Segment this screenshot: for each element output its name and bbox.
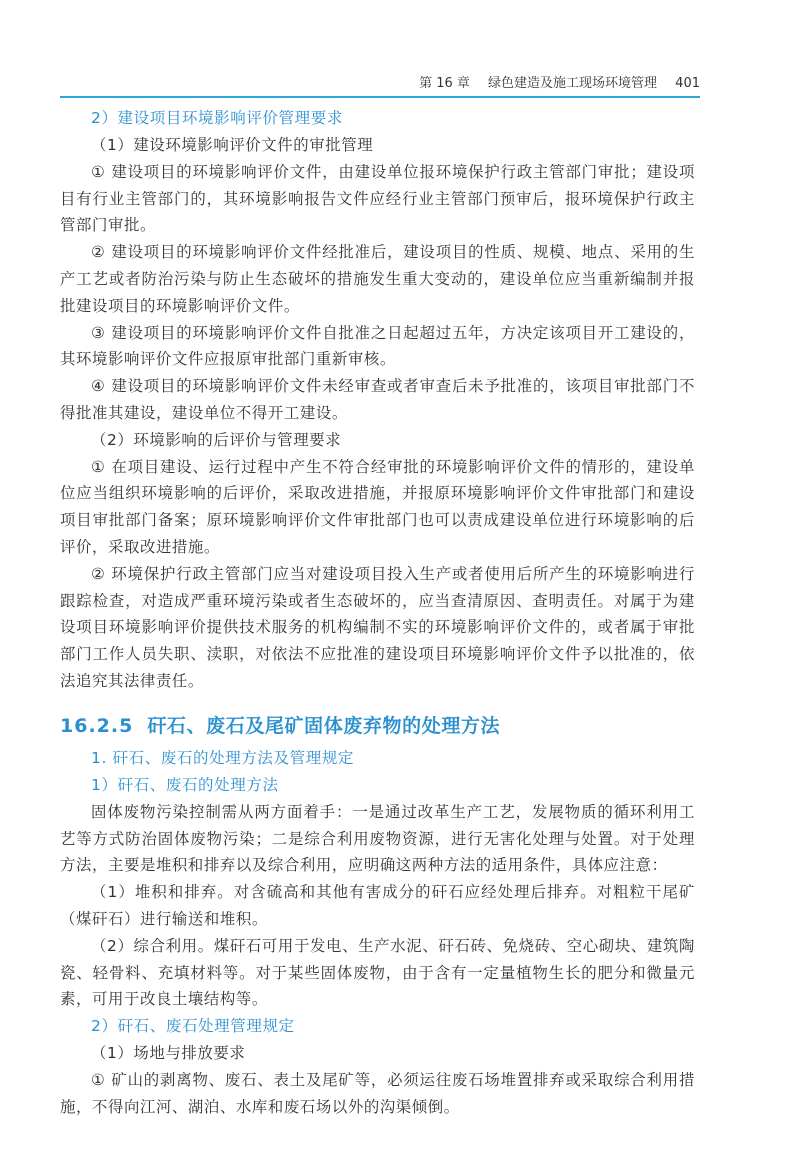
header-text [405, 72, 700, 91]
subheading-post-eval: （2）环境影响的后评价与管理要求 [91, 430, 342, 449]
section-heading [60, 711, 695, 741]
paragraph: ① 矿山的剥离物、废石、表土及尾矿等，必须运往废石场堆置排弃或采取综合利用措施，不得向江河、湖泊、水库和废石场以外的沟渠倾倒。 [60, 1070, 695, 1116]
paragraph: 固体废物污染控制需从两方面着手：一是通过改革生产工艺，发展物质的循环利用工艺等方式防治固体废物污染；二是综合利用废物资源，进行无害化处理与处置。对于处理方法，主要是堆积和排弃以及综合利用，应明确这两种方法的适用条件，具体应注意： [60, 802, 695, 875]
heading-1: 1. 矸石、废石的处理方法及管理规定 [91, 748, 355, 767]
section-title: 矸石、废石及尾矿固体废弃物的处理方法 [147, 714, 501, 737]
page-body [60, 105, 695, 1121]
running-header [60, 70, 700, 98]
paragraph: ③ 建设项目的环境影响评价文件自批准之日起超过五年，方决定该项目开工建设的，其环境影响评价文件应报原审批部门重新审核。 [60, 323, 695, 369]
paragraph: （2）综合利用。煤矸石可用于发电、生产水泥、矸石砖、免烧砖、空心砌块、建筑陶瓷、轻骨料、充填材料等。对于某些固体废物，由于含有一定量植物生长的肥分和微量元素，可用于改良土壤结构等。 [60, 936, 695, 1009]
paragraph: （1）堆积和排弃。对含硫高和其他有害成分的矸石应经处理后排弃。对粗粒干尾矿（煤矸石）进行输送和堆积。 [60, 883, 695, 928]
paragraph: ② 环境保护行政主管部门应当对建设项目投入生产或者使用后所产生的环境影响进行跟踪检查，对造成严重环境污染或者生态破坏的，应当查清原因、查明责任。对属于为建设项目环境影响评价提供技术服务的机构编制不实的环境影响评价文件的，或者属于审批部门工作人员失职、渎职，对依法不应批准的建设项目环境影响评价文件予以批准的，依法追究其法律责任。 [60, 564, 695, 690]
paragraph: ① 建设项目的环境影响评价文件，由建设单位报环境保护行政主管部门审批；建设项目有行业主管部门的，其环境影响报告文件应经行业主管部门预审后，报环境保护行政主管部门审批。 [60, 162, 695, 235]
subheading-site: （1）场地与排放要求 [91, 1044, 246, 1063]
paragraph: ② 建设项目的环境影响评价文件经批准后，建设项目的性质、规模、地点、采用的生产工艺或者防治污染与防止生态破坏的措施发生重大变动的，建设单位应当重新编制并报批建设项目的环境影响评价文件。 [60, 243, 695, 315]
paragraph: ④ 建设项目的环境影响评价文件未经审查或者审查后未予批准的，该项目审批部门不得批准其建设，建设单位不得开工建设。 [60, 377, 695, 422]
section-number: 16.2.5 [60, 714, 134, 737]
chapter-label: 第 16 章 [419, 76, 470, 91]
heading-sec2: 2）建设项目环境影响评价管理要求 [91, 109, 343, 127]
paragraph: ① 在项目建设、运行过程中产生不符合经审批的环境影响评价文件的情形的，建设单位应当组织环境影响的后评价，采取改进措施，并报原环境影响评价文件审批部门和建设项目审批部门备案；原环境影响评价文件审批部门也可以责成建设单位进行环境影响的后评价，采取改进措施。 [60, 457, 695, 556]
heading-1-1: 1）矸石、废石的处理方法 [91, 775, 279, 794]
heading-1-2: 2）矸石、废石处理管理规定 [91, 1017, 295, 1036]
page-number: 401 [675, 76, 700, 91]
subheading-approval: （1）建设环境影响评价文件的审批管理 [91, 136, 374, 154]
chapter-title: 绿色建造及施工现场环境管理 [488, 76, 658, 91]
